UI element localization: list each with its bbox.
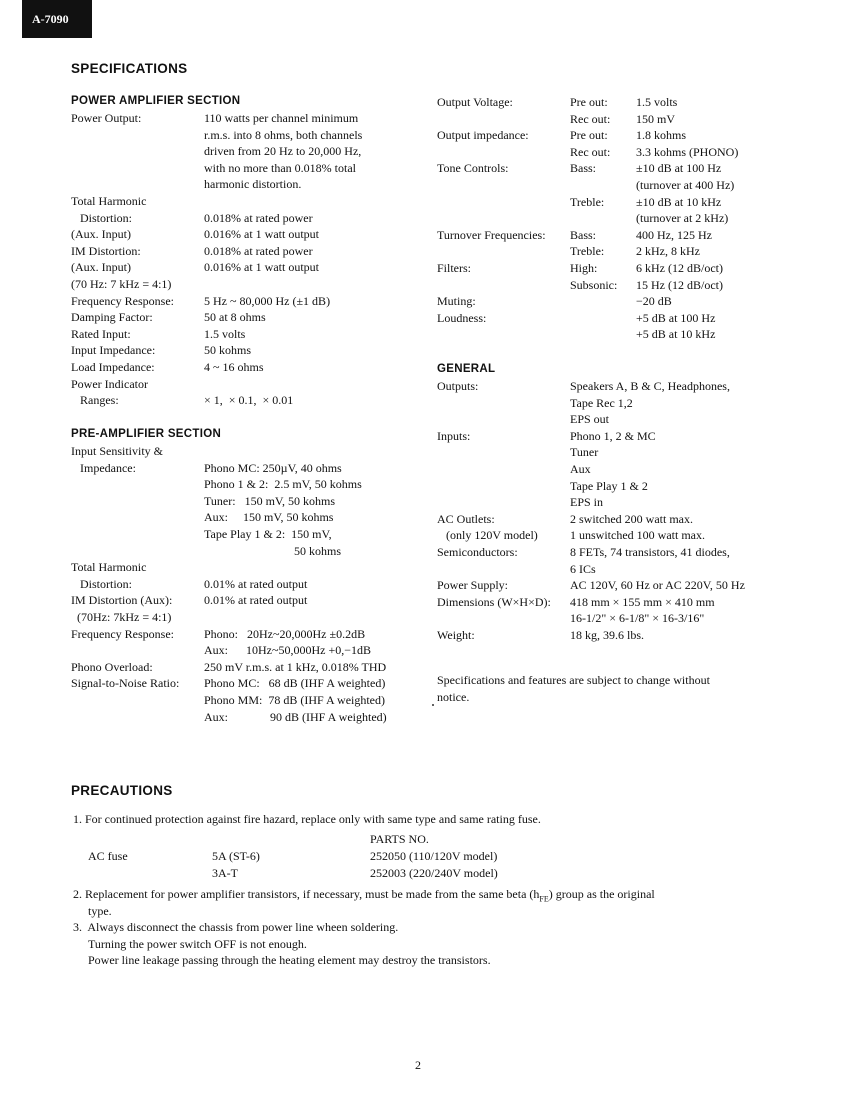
spec-label xyxy=(437,395,551,412)
spec-value xyxy=(204,559,387,576)
spec-value: ±10 dB at 10 kHz xyxy=(636,194,722,209)
note-line: notice. xyxy=(437,689,470,704)
spec-label: (only 120V model) xyxy=(437,528,538,543)
spec-sublabel: Treble: xyxy=(570,194,605,209)
spec-label: (70 Hz: 7 kHz = 4:1) xyxy=(71,276,172,291)
spec-value: Phono MC: 250µV, 40 ohms xyxy=(204,460,342,475)
spec-label xyxy=(437,243,546,260)
spec-value: 1.5 volts xyxy=(636,95,678,109)
spec-value: 50 kohms xyxy=(204,543,342,558)
parts-no-header: PARTS NO. xyxy=(370,832,429,846)
pre-amp-heading: PRE-AMPLIFIER SECTION xyxy=(71,428,222,440)
spec-label: Muting: xyxy=(437,294,476,309)
spec-value: Phono 1, 2 & MC xyxy=(570,428,656,443)
spec-label: Turnover Frequencies: xyxy=(437,227,546,242)
spec-sublabel: High: xyxy=(570,260,598,275)
spec-label xyxy=(437,494,551,511)
spec-label: Signal-to-Noise Ratio: xyxy=(71,676,180,691)
spec-value: Phono MC: 68 dB (IHF A weighted) xyxy=(204,676,386,691)
fuse-part-numbers xyxy=(370,848,498,881)
spec-value: 0.01% at rated output xyxy=(204,576,308,591)
precaution-item-2-cont: type. xyxy=(88,904,112,918)
spec-value: 250 mV r.m.s. at 1 kHz, 0.018% THD xyxy=(204,659,387,674)
spec-label xyxy=(71,493,179,510)
fuse-part-number: 252050 (110/120V model) xyxy=(370,849,498,863)
spec-label: Weight: xyxy=(437,627,475,642)
spec-label: Frequency Response: xyxy=(71,293,174,308)
spec-value: 2 switched 200 watt max. xyxy=(570,511,693,526)
precaution-item-1: 1. For continued protection against fire hazard, replace only with same type and same rating fuse. xyxy=(73,812,541,826)
spec-label xyxy=(437,461,551,478)
spec-value: 0.018% at rated power xyxy=(204,243,313,258)
spec-value: Tuner xyxy=(570,445,599,460)
precaution-item-2 xyxy=(73,886,655,908)
spec-value: 418 mm × 155 mm × 410 mm xyxy=(570,594,715,609)
spec-label xyxy=(437,561,551,578)
spec-label: Dimensions (W×H×D): xyxy=(437,594,551,609)
right-specs-values xyxy=(636,94,738,343)
spec-sublabel xyxy=(570,293,617,310)
spec-label xyxy=(71,526,179,543)
spec-label xyxy=(71,176,174,193)
spec-value: 8 FETs, 74 transistors, 41 diodes, xyxy=(570,544,730,559)
spec-value: 0.016% at 1 watt output xyxy=(204,260,319,275)
spec-label xyxy=(437,411,551,428)
spec-value: 1.8 kohms xyxy=(636,128,687,143)
general-values xyxy=(570,378,745,644)
spec-value: × 1, × 0.1, × 0.01 xyxy=(204,393,294,408)
print-speck xyxy=(432,704,434,706)
spec-value: 0.01% at rated output xyxy=(204,593,308,608)
spec-value: 50 at 8 ohms xyxy=(204,310,266,325)
spec-label xyxy=(437,326,546,343)
spec-label: AC Outlets: xyxy=(437,511,495,526)
spec-label: Tone Controls: xyxy=(437,161,509,176)
precaution-item-2-text-end: ) group as the original xyxy=(548,887,655,901)
spec-label xyxy=(437,111,546,128)
spec-label xyxy=(71,509,179,526)
spec-label: Output Voltage: xyxy=(437,95,513,109)
spec-label xyxy=(437,194,546,211)
spec-sublabel: Subsonic: xyxy=(570,277,618,292)
spec-value xyxy=(204,443,387,460)
spec-value: Aux: 10Hz~50,000Hz +0,−1dB xyxy=(204,643,372,658)
precaution-line: 3. Always disconnect the chassis from power line wheen soldering. xyxy=(73,920,399,934)
spec-label xyxy=(71,160,174,177)
right-specs-subs xyxy=(570,94,617,343)
spec-label: Input Impedance: xyxy=(71,343,156,358)
spec-value: ±10 dB at 100 Hz xyxy=(636,161,722,176)
spec-value: Phono MM: 78 dB (IHF A weighted) xyxy=(204,692,386,707)
power-amp-values xyxy=(204,110,362,409)
spec-change-note xyxy=(437,672,710,705)
spec-label: Impedance: xyxy=(71,460,136,475)
spec-value: Tape Play 1 & 2 xyxy=(570,478,648,493)
spec-label: Total Harmonic xyxy=(71,560,147,575)
spec-value: 400 Hz, 125 Hz xyxy=(636,227,712,242)
spec-sublabel xyxy=(570,210,617,227)
spec-label xyxy=(437,610,551,627)
spec-label: (Aux. Input) xyxy=(71,227,131,242)
spec-value: 4 ~ 16 ohms xyxy=(204,359,264,374)
spec-label xyxy=(437,277,546,294)
spec-value: Aux xyxy=(570,461,591,476)
spec-label: Filters: xyxy=(437,260,472,275)
spec-label: Power Output: xyxy=(71,111,142,125)
spec-value: 6 ICs xyxy=(570,561,596,576)
general-heading: GENERAL xyxy=(437,363,496,375)
note-line: Specifications and features are subject to change without xyxy=(437,673,710,687)
spec-value: (turnover at 2 kHz) xyxy=(636,211,729,226)
spec-value xyxy=(204,276,362,293)
spec-value: +5 dB at 10 kHz xyxy=(636,327,716,342)
spec-value: AC 120V, 60 Hz or AC 220V, 50 Hz xyxy=(570,578,745,593)
spec-sublabel xyxy=(570,310,617,327)
power-amp-heading: POWER AMPLIFIER SECTION xyxy=(71,95,241,107)
spec-value: Phono 1 & 2: 2.5 mV, 50 kohms xyxy=(204,477,362,492)
spec-label: Frequency Response: xyxy=(71,626,174,641)
spec-value: 15 Hz (12 dB/oct) xyxy=(636,277,723,292)
model-tab: A-7090 xyxy=(22,0,92,38)
spec-value: −20 dB xyxy=(636,294,672,309)
spec-value: (turnover at 400 Hz) xyxy=(636,177,735,192)
ac-fuse-label: AC fuse xyxy=(88,849,128,863)
spec-value: driven from 20 Hz to 20,000 Hz, xyxy=(204,144,362,159)
spec-label: Output impedance: xyxy=(437,128,529,143)
precaution-line: Power line leakage passing through the heating element may destroy the transistors. xyxy=(88,953,491,968)
spec-value xyxy=(204,376,362,393)
spec-label xyxy=(71,709,179,726)
spec-label xyxy=(437,444,551,461)
spec-sublabel: Treble: xyxy=(570,244,605,259)
spec-label: Total Harmonic xyxy=(71,193,147,208)
specifications-heading: SPECIFICATIONS xyxy=(71,61,188,76)
spec-label: (Aux. Input) xyxy=(71,260,131,275)
spec-label xyxy=(71,127,174,144)
spec-label xyxy=(437,177,546,194)
spec-label xyxy=(71,476,179,493)
spec-label: Semiconductors: xyxy=(437,544,518,559)
general-labels xyxy=(437,378,551,644)
spec-label: Ranges: xyxy=(71,393,119,408)
spec-label: Power Supply: xyxy=(437,578,509,593)
spec-label: IM Distortion: xyxy=(71,243,141,258)
fuse-type: 5A (ST-6) xyxy=(212,849,260,863)
spec-label xyxy=(71,143,174,160)
spec-value: 3.3 kohms (PHONO) xyxy=(636,144,739,159)
spec-value: 5 Hz ~ 80,000 Hz (±1 dB) xyxy=(204,293,331,308)
spec-label: Inputs: xyxy=(437,428,471,443)
spec-label xyxy=(71,692,179,709)
spec-sublabel xyxy=(570,326,617,343)
spec-value: 0.018% at rated power xyxy=(204,210,313,225)
spec-value xyxy=(204,193,362,210)
precaution-line: Turning the power switch OFF is not enough. xyxy=(88,936,307,951)
spec-sublabel: Bass: xyxy=(570,161,597,176)
spec-sublabel xyxy=(570,177,617,194)
spec-label xyxy=(437,210,546,227)
spec-value: harmonic distortion. xyxy=(204,177,302,192)
spec-value: 16-1/2" × 6-1/8" × 16-3/16" xyxy=(570,611,705,626)
spec-value: 150 mV xyxy=(636,111,675,126)
pre-amp-values xyxy=(204,443,387,725)
spec-value: 1.5 volts xyxy=(204,326,246,341)
fuse-types xyxy=(212,848,260,881)
precaution-item-2-text: 2. Replacement for power amplifier transistors, if necessary, must be made from the same beta (h xyxy=(73,887,540,901)
spec-label: Distortion: xyxy=(71,210,133,225)
spec-value: Tuner: 150 mV, 50 kohms xyxy=(204,493,336,508)
spec-value: Tape Rec 1,2 xyxy=(570,395,633,410)
spec-label xyxy=(437,144,546,161)
spec-sublabel: Pre out: xyxy=(570,95,608,109)
spec-label: IM Distortion (Aux): xyxy=(71,593,173,608)
spec-label xyxy=(437,478,551,495)
spec-value: Speakers A, B & C, Headphones, xyxy=(570,379,730,393)
spec-value: Aux: 150 mV, 50 kohms xyxy=(204,510,334,525)
spec-sublabel: Bass: xyxy=(570,227,597,242)
spec-label xyxy=(71,543,179,560)
spec-value xyxy=(204,609,387,626)
spec-value: +5 dB at 100 Hz xyxy=(636,310,716,325)
precaution-item-3 xyxy=(73,919,491,969)
hfe-subscript: FE xyxy=(539,894,549,904)
spec-label: Damping Factor: xyxy=(71,310,153,325)
spec-value: 0.016% at 1 watt output xyxy=(204,227,319,242)
spec-value: 1 unswitched 100 watt max. xyxy=(570,528,705,543)
page-number: 2 xyxy=(415,1058,421,1072)
spec-label xyxy=(71,642,179,659)
spec-label: Power Indicator xyxy=(71,376,148,391)
spec-label: (70Hz: 7kHz = 4:1) xyxy=(71,609,172,624)
power-amp-labels xyxy=(71,110,174,409)
spec-value: Aux: 90 dB (IHF A weighted) xyxy=(204,709,387,724)
spec-value: EPS out xyxy=(570,412,610,427)
spec-sublabel: Rec out: xyxy=(570,144,611,159)
spec-value: 110 watts per channel minimum xyxy=(204,111,359,125)
fuse-type: 3A-T xyxy=(212,865,238,880)
spec-label: Load Impedance: xyxy=(71,359,155,374)
right-specs-labels xyxy=(437,94,546,343)
spec-value: 6 kHz (12 dB/oct) xyxy=(636,260,723,275)
spec-label: Loudness: xyxy=(437,310,487,325)
spec-value: 18 kg, 39.6 lbs. xyxy=(570,627,645,642)
spec-sublabel: Pre out: xyxy=(570,128,608,143)
spec-label: Input Sensitivity & xyxy=(71,444,164,458)
spec-value: r.m.s. into 8 ohms, both channels xyxy=(204,127,363,142)
spec-label: Distortion: xyxy=(71,576,133,591)
precautions-heading: PRECAUTIONS xyxy=(71,783,173,798)
spec-value: Phono: 20Hz~20,000Hz ±0.2dB xyxy=(204,626,366,641)
spec-label: Phono Overload: xyxy=(71,659,153,674)
pre-amp-labels xyxy=(71,443,179,725)
spec-label: Outputs: xyxy=(437,379,479,393)
spec-value: Tape Play 1 & 2: 150 mV, xyxy=(204,526,332,541)
fuse-part-number: 252003 (220/240V model) xyxy=(370,865,498,880)
spec-value: with no more than 0.018% total xyxy=(204,160,356,175)
spec-value: 50 kohms xyxy=(204,343,252,358)
spec-value: 2 kHz, 8 kHz xyxy=(636,244,700,259)
spec-sublabel: Rec out: xyxy=(570,111,611,126)
spec-label: Rated Input: xyxy=(71,326,131,341)
spec-value: EPS in xyxy=(570,495,604,510)
